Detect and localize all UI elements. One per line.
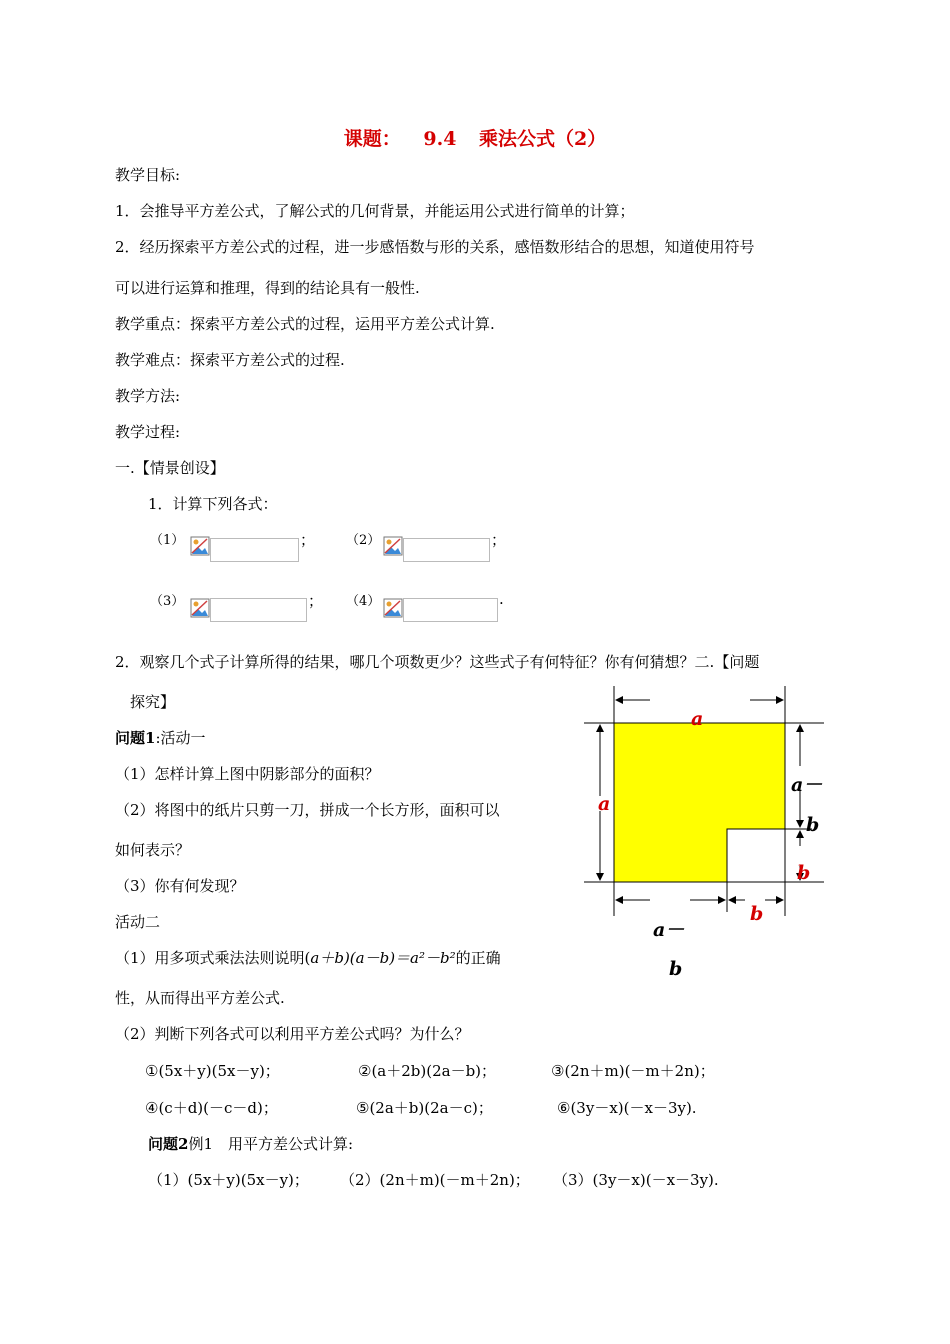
label-bottom-a-minus: a－ — [653, 919, 685, 941]
square-difference-figure — [580, 686, 830, 916]
difficulties: 教学难点：探索平方差公式的过程. — [115, 351, 345, 369]
judge-item-5: ⑤(2a＋b)(2a－c)； — [356, 1099, 493, 1117]
label-bottom-b2: b — [669, 958, 683, 980]
objective-2b: 可以进行运算和推理，得到的结论具有一般性. — [115, 279, 420, 297]
formula-text: a＋b)(a－b)＝a²－b² — [310, 949, 456, 967]
calc-item-2-sep: ； — [491, 531, 507, 549]
judge-item-3: ③(2n＋m)(－m＋2n)； — [551, 1062, 715, 1080]
label-right-b: b — [806, 814, 820, 836]
calc-item-4-sep: . — [499, 590, 504, 608]
activity-2-heading: 活动二 — [115, 913, 161, 931]
formula-box-4 — [403, 598, 498, 622]
key-points: 教学重点：探索平方差公式的过程，运用平方差公式计算. — [115, 315, 495, 333]
title-number: 9.4 — [423, 128, 457, 150]
problem-2-bold: 问题2 — [148, 1135, 189, 1153]
judge-item-6: ⑥(3y－x)(－x－3y). — [557, 1099, 697, 1117]
activity-1-q2b: 如何表示？ — [115, 841, 191, 859]
calc-item-2-label: （2） — [346, 533, 381, 548]
image-placeholder-icon — [190, 598, 210, 618]
section-1-heading: 一.【情景创设】 — [115, 459, 225, 477]
problem-1-heading — [115, 727, 206, 748]
label-right-a-minus: a－ — [791, 774, 823, 796]
judge-item-2: ②(a＋2b)(2a－b)； — [358, 1062, 497, 1080]
formula-box-1 — [210, 538, 299, 562]
example-item-1: （1）(5x＋y)(5x－y)； — [148, 1171, 309, 1189]
activity-1-q2a: （2）将图中的纸片只剪一刀，拼成一个长方形，面积可以 — [115, 801, 500, 819]
image-placeholder-icon — [383, 536, 403, 556]
title-name: 乘法公式（2） — [479, 128, 607, 150]
image-placeholder-icon — [383, 598, 403, 618]
activity-2-q2: （2）判断下列各式可以利用平方差公式吗？为什么？ — [115, 1025, 470, 1043]
objective-2a: 2．经历探索平方差公式的过程，进一步感悟数与形的关系，感悟数形结合的思想，知道使用符号 — [115, 238, 755, 256]
page-title — [0, 124, 950, 151]
problem-2-rest: 例1 用平方差公式计算: — [188, 1135, 354, 1153]
calc-intro: 1．计算下列各式： — [148, 495, 278, 513]
objectives-heading: 教学目标: — [115, 166, 181, 184]
calc-item-1-label: （1） — [150, 533, 185, 548]
calc-item-3-sep: ； — [308, 592, 324, 610]
judge-item-4: ④(c＋d)(－c－d)； — [145, 1099, 278, 1117]
example-item-2: （2）(2n＋m)(－m＋2n)； — [340, 1171, 530, 1189]
label-right-bottom-b: b — [797, 862, 811, 884]
calc-item-3-label: （3） — [150, 594, 185, 609]
objective-1: 1．会推导平方差公式，了解公式的几何背景，并能运用公式进行简单的计算； — [115, 202, 635, 220]
example-item-3: （3）(3y－x)(－x－3y). — [553, 1171, 719, 1189]
title-prefix: 课题： — [343, 128, 401, 150]
calc-item-4-label: （4） — [346, 594, 381, 609]
label-top-a: a — [691, 708, 704, 730]
teaching-process: 教学过程: — [115, 423, 181, 441]
shaded-region — [614, 723, 785, 882]
activity-2-q1a: （1）用多项式乘法法则说明(a＋b)(a－b)＝a²－b²的正确 — [115, 949, 501, 967]
calc-item-1-sep: ； — [300, 531, 316, 549]
judge-item-1: ①(5x＋y)(5x－y)； — [145, 1062, 280, 1080]
question-2a: 2．观察几个式子计算所得的结果，哪几个项数更少？这些式子有何特征？你有何猜想？二.【问题 — [115, 653, 760, 671]
formula-box-2 — [403, 538, 490, 562]
problem-2-heading — [148, 1133, 353, 1154]
question-2b: 探究】 — [130, 693, 176, 711]
problem-1-rest: :活动一 — [155, 729, 206, 747]
label-left-a: a — [598, 793, 611, 815]
problem-1-bold: 问题1 — [115, 729, 156, 747]
formula-box-3 — [210, 598, 307, 622]
image-placeholder-icon — [190, 536, 210, 556]
activity-1-q3: （3）你有何发现？ — [115, 877, 245, 895]
activity-1-q1: （1）怎样计算上图中阴影部分的面积？ — [115, 765, 380, 783]
activity-2-q1b: 性，从而得出平方差公式. — [115, 989, 285, 1007]
teaching-method: 教学方法: — [115, 387, 181, 405]
label-bottom-b: b — [750, 903, 764, 925]
